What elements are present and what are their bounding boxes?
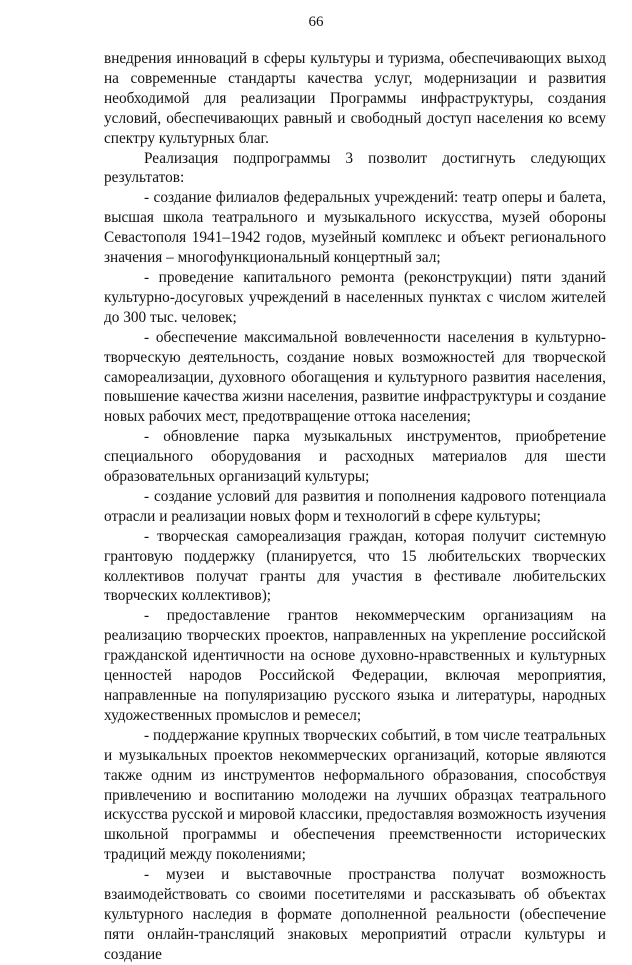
paragraph-intro: Реализация подпрограммы 3 позволит достигнуть следующих результатов:	[104, 149, 606, 187]
list-item-creative-events: - поддержание крупных творческих событий, в том числе театральных и музыкальных проектов некоммерческих организаций, которые являются также одним из инструментов неформального образования, способствуя привлечению и воспитанию молодежи на лучших образцах театрального искусства русской и мировой классики, предоставляя возможность изучения школьной программы и обеспечения преемственности исторических традиций между поколениями;	[104, 726, 606, 864]
body-text	[104, 49, 606, 965]
paragraph-continuation: внедрения инноваций в сферы культуры и туризма, обеспечивающих выход на современные стандарты качества услуг, модернизации и развития необходимой для реализации Программы инфраструктуры, создания условий, обеспечивающих равный и свободный доступ населения ко всему спектру культурных благ.	[104, 50, 606, 147]
list-item-engagement: - обеспечение максимальной вовлеченности населения в культурно-творческую деятельность, создание новых возможностей для творческой самореализации, духовного обогащения и культурного развития населения, повышение качества жизни населения, развитие инфраструктуры и создание новых рабочих мест, предотвращение оттока населения;	[104, 328, 606, 426]
page-number: 66	[308, 14, 324, 30]
list-item-museums: - музеи и выставочные пространства получат возможность взаимодействовать со своими посетителями и рассказывать об объектах культурного наследия в формате дополненной реальности (обеспечение пяти онлайн-трансляций знаковых мероприятий отрасли культуры и создание	[104, 866, 606, 963]
list-item-federal-branches: - создание филиалов федеральных учреждений: театр оперы и балета, высшая школа театрального и музыкального искусства, музей обороны Севастополя 1941–1942 годов, музейный комплекс и объект регионального значения – многофункциональный концертный зал;	[104, 189, 606, 267]
list-item-capital-repair: - проведение капитального ремонта (реконструкции) пяти зданий культурно-досуговых учреждений в населенных пунктах с числом жителей до 300 тыс. человек;	[104, 268, 606, 326]
list-item-instruments: - обновление парка музыкальных инструментов, приобретение специального оборудования и расходных материалов для шести образовательных организаций культуры;	[104, 428, 606, 486]
list-item-nonprofit-grants: - предоставление грантов некоммерческим организациям на реализацию творческих проектов, направленных на укрепление российской гражданской идентичности на основе духовно-нравственных и культурных ценностей народов Российской Федерации, включая мероприятия, направленные на популяризацию русского языка и литературы, народных художественных промыслов и ремесел;	[104, 607, 606, 724]
list-item-grant-support: - творческая самореализация граждан, которая получит системную грантовую поддержку (планируется, что 15 любительских творческих коллективов получат гранты для участия в фестивале любительских творческих коллективов);	[104, 527, 606, 605]
list-item-personnel: - создание условий для развития и пополнения кадрового потенциала отрасли и реализации новых форм и технологий в сфере культуры;	[104, 487, 606, 525]
